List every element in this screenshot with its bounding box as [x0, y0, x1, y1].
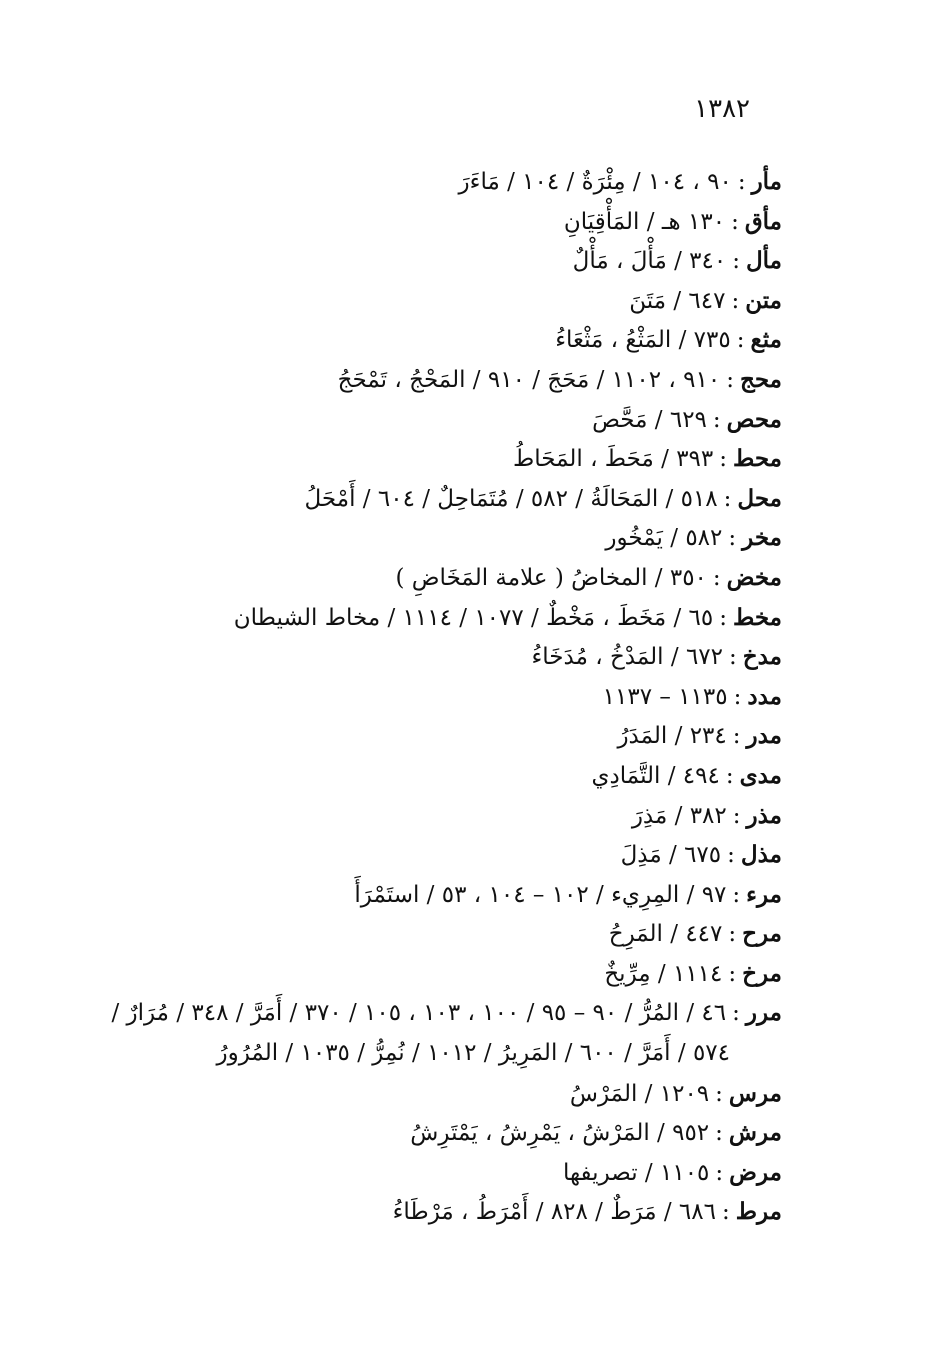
index-entry: مرض:١١٠٥ / تصريفها: [562, 1158, 782, 1186]
index-entry: مأل:٣٤٠ / مَأْلَ ، مَأْلٌ: [572, 247, 782, 275]
entry-root: مخض: [726, 563, 782, 591]
entry-root: مرر: [745, 999, 782, 1027]
index-entry: محط:٣٩٣ / مَحَطَ ، المَحَاطُ: [512, 445, 782, 473]
index-entry: مرخ:١١١٤ / مِرِّيخٌ: [604, 959, 782, 987]
index-entry: مخر:٥٨٢ / يَمْخُور: [605, 524, 782, 552]
entry-root: محج: [739, 365, 782, 393]
index-entry: مأق:١٣٠ هـ / المَأْقِيَانِ: [563, 207, 782, 235]
entry-root: مخر: [742, 524, 782, 552]
entry-root: مرش: [728, 1119, 782, 1147]
entry-root: متن: [745, 286, 782, 314]
entry-root: مخط: [733, 603, 782, 631]
entry-root: مرح: [742, 920, 782, 948]
entry-text: ٦٢٩ / مَحَّصَ: [592, 406, 707, 433]
entry-root: مدى: [739, 761, 782, 789]
entry-root: مدخ: [742, 643, 782, 671]
entry-root: مرخ: [742, 959, 782, 987]
entry-text-continuation: ٥٧٤ / أَمَرَّ / ٦٠٠ / المَرِيرُ / ١٠١٢ / نُمِرُّ / ١٠٣٥ / المُرُورُ: [216, 1040, 730, 1067]
entry-root: مدر: [746, 722, 782, 750]
entry-text: ٥١٨ / المَحَالَةُ / ٥٨٢ / مُتَمَاحِلٌ / ٦٠٤ / أَمْحَلُ: [304, 485, 718, 512]
entry-text: ٦٥ / مَخَطَ ، مَخْطٌ / ١٠٧٧ / ١١١٤ / مخاط الشيطان: [233, 604, 714, 631]
entry-root: محص: [726, 405, 782, 433]
entry-text: ٩٥٢ / المَرْشُ ، يَمْرِشُ ، يَمْتَرِشُ: [410, 1120, 710, 1147]
index-entry: مرش:٩٥٢ / المَرْشُ ، يَمْرِشُ ، يَمْتَرِشُ: [410, 1119, 782, 1147]
page-number: ١٣٨٢: [694, 94, 750, 124]
entry-text: ٣٩٣ / مَحَطَ ، المَحَاطُ: [512, 446, 714, 473]
index-entry: مرر:٤٦ / المُرُّ / ٩٠ – ٩٥ / ١٠٠ ، ١٠٣ ، ١٠٥ / ٣٧٠ / أَمَرَّ / ٣٤٨ / مُرَارٌ / ٥٧٤ / أَمَرَّ / ٦٠٠ / المَرِيرُ / ١٠١٢ / نُمِرُّ / ١٠٣٥ / المُرُورُ: [52, 993, 782, 1073]
entry-text: ٦٤٧ / مَتَنَ: [629, 287, 726, 314]
index-entry: مدى:٤٩٤ / التَّمَادِي: [591, 761, 782, 789]
entry-text: ١١٠٥ / تصريفها: [562, 1159, 710, 1186]
index-entry: مثع:٧٣٥ / المَثْعُ ، مَثْعَاءُ: [555, 326, 782, 354]
index-entry: مأر:٩٠ ، ١٠٤ / مِئْرَةٌ / ١٠٤ / مَاءَرَ: [458, 168, 782, 195]
entry-text: ١١١٤ / مِرِّيخٌ: [604, 960, 723, 987]
entry-text: ٤٩٤ / التَّمَادِي: [591, 762, 720, 789]
entry-root: محل: [737, 484, 782, 512]
index-entry: مخض:٣٥٠ / المخاضُ ( علامة المَخَاضِ ): [395, 563, 782, 591]
index-entry: مخط:٦٥ / مَخَطَ ، مَخْطٌ / ١٠٧٧ / ١١١٤ / مخاط الشيطان: [233, 603, 782, 631]
index-entry: متن:٦٤٧ / مَتَنَ: [629, 286, 782, 314]
entry-text: ١٢٠٩ / المَرْسُ: [569, 1080, 710, 1107]
entry-root: محط: [733, 445, 782, 473]
index-entry: مدد:١١٣٥ – ١١٣٧: [602, 682, 782, 710]
entry-root: مأر: [751, 168, 782, 195]
entry-root: مرء: [746, 880, 782, 908]
entry-text: ٣٨٢ / مَذِرَ: [631, 802, 727, 829]
index-entry: مرء:٩٧ / المِرِيء / ١٠٢ – ١٠٤ ، ٥٣ / استَمْرَأَ: [354, 880, 782, 908]
index-entry: مدخ:٦٧٢ / المَدْخُ ، مُدَخَاءُ: [531, 643, 782, 671]
entry-text: ٩٧ / المِرِيء / ١٠٢ – ١٠٤ ، ٥٣ / استَمْرَأَ: [354, 881, 727, 908]
index-entry: محص:٦٢٩ / مَحَّصَ: [592, 405, 782, 433]
entry-text: ٩٠ ، ١٠٤ / مِئْرَةٌ / ١٠٤ / مَاءَرَ: [458, 169, 732, 195]
entry-text: ٤٤٧ / المَرِحُ: [608, 921, 723, 948]
entry-root: مذل: [740, 841, 782, 869]
entry-root: مدد: [747, 682, 782, 710]
index-entry: مرس:١٢٠٩ / المَرْسُ: [569, 1079, 782, 1107]
entry-root: مأق: [744, 207, 782, 235]
entry-text: ١١٣٥ – ١١٣٧: [602, 683, 728, 710]
entry-text: ٣٥٠ / المخاضُ ( علامة المَخَاضِ ): [395, 564, 707, 591]
index-entry: مرط:٦٨٦ / مَرَطٌ / ٨٢٨ / أَمْرَطُ ، مَرْطَاءُ: [392, 1198, 782, 1226]
index-entry: مرح:٤٤٧ / المَرِحُ: [608, 920, 782, 948]
entry-text: ٧٣٥ / المَثْعُ ، مَثْعَاءُ: [555, 327, 731, 354]
entry-text: ٦٧٢ / المَدْخُ ، مُدَخَاءُ: [531, 644, 723, 671]
entry-text: ٣٤٠ / مَأْلَ ، مَأْلٌ: [572, 248, 727, 275]
entry-text: ٤٦ / المُرُّ / ٩٠ – ٩٥ / ١٠٠ ، ١٠٣ ، ١٠٥ / ٣٧٠ / أَمَرَّ / ٣٤٨ / مُرَارٌ /: [111, 1000, 727, 1027]
entry-text: ٦٨٦ / مَرَطٌ / ٨٢٨ / أَمْرَطُ ، مَرْطَاءُ: [392, 1199, 716, 1226]
entry-root: مأل: [745, 247, 782, 275]
entry-text: ٢٣٤ / المَدَرُ: [617, 723, 727, 750]
entry-text: ١٣٠ هـ / المَأْقِيَانِ: [563, 208, 726, 235]
entry-text: ٦٧٥ / مَذِلَ: [620, 842, 722, 869]
index-entries: [52, 162, 782, 1232]
entry-text: ٩١٠ ، ١١٠٢ / مَحَجَ / ٩١٠ / المَحْجُ ، تَمْحَجُ: [337, 366, 721, 393]
index-entry: مذر:٣٨٢ / مَذِرَ: [631, 801, 782, 829]
entry-root: مرس: [728, 1079, 782, 1107]
entry-root: مذر: [746, 801, 782, 829]
index-entry: محج:٩١٠ ، ١١٠٢ / مَحَجَ / ٩١٠ / المَحْجُ ، تَمْحَجُ: [337, 365, 782, 393]
entry-root: مثع: [750, 326, 782, 354]
entry-root: مرط: [735, 1198, 782, 1226]
entry-root: مرض: [729, 1158, 782, 1186]
index-entry: مدر:٢٣٤ / المَدَرُ: [617, 722, 782, 750]
index-entry: مذل:٦٧٥ / مَذِلَ: [620, 841, 782, 869]
index-entry: محل:٥١٨ / المَحَالَةُ / ٥٨٢ / مُتَمَاحِلٌ / ٦٠٤ / أَمْحَلُ: [304, 484, 782, 512]
entry-text: ٥٨٢ / يَمْخُور: [605, 525, 723, 552]
